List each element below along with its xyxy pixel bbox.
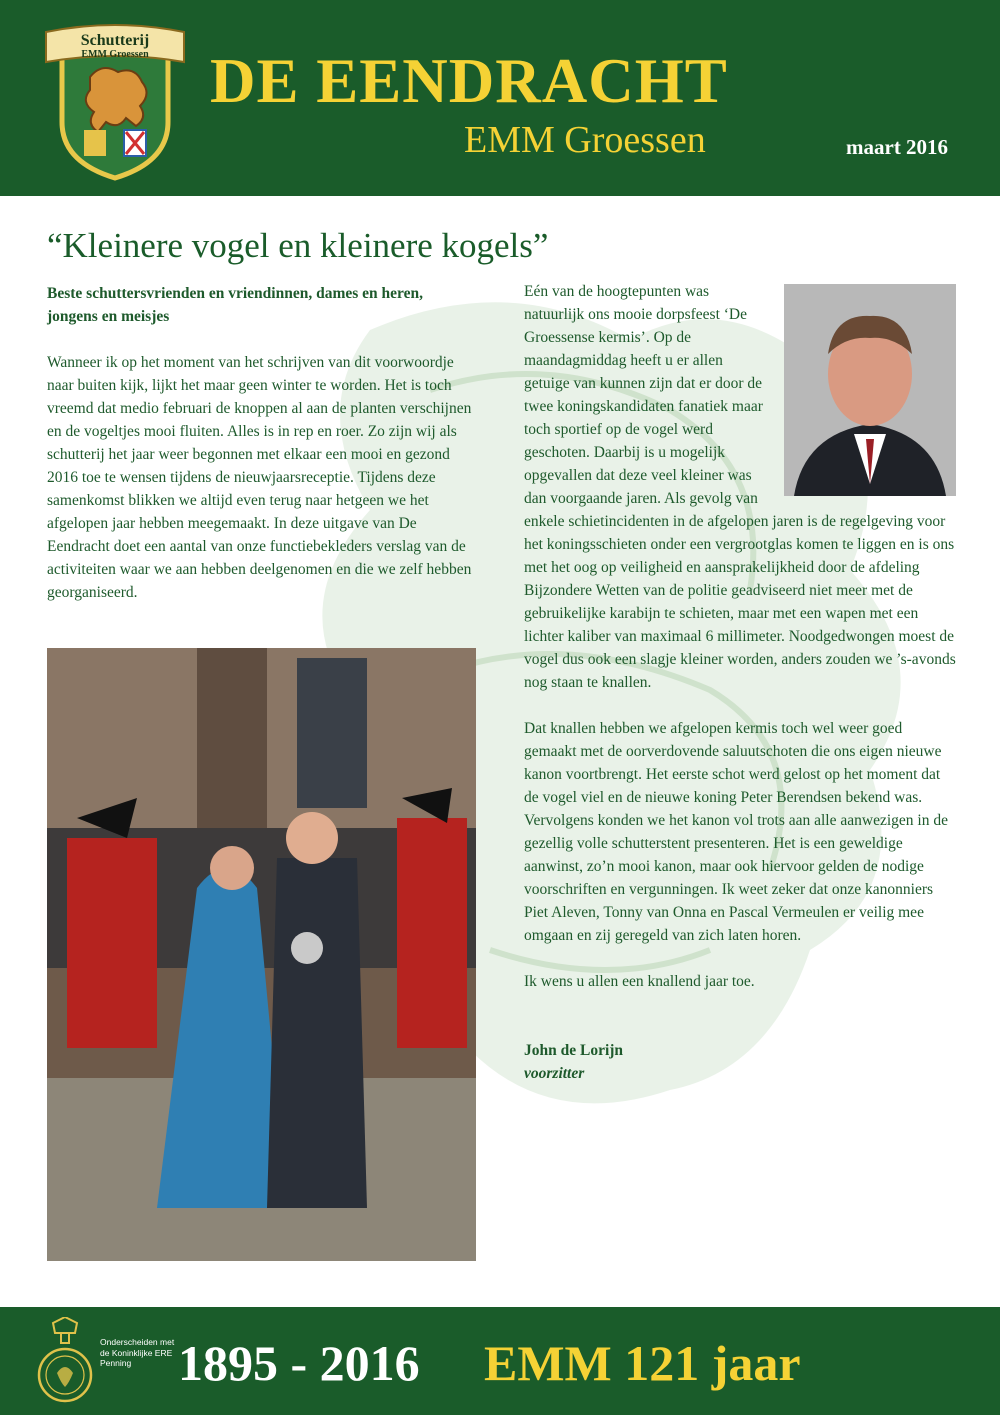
signature-role: voorzitter xyxy=(524,1065,585,1082)
masthead xyxy=(0,0,1000,196)
article-paragraph: Wanneer ik op het moment van het schrijven van dit voorwoordje naar buiten kijk, lijkt het maar geen winter te worden. Het is toch vreemd dat medio februari de knoppen al aan de planten verschijnen en de vogeltjes mooi fluiten. Alles is in rep en roer. Zo zijn wij als schutterij het jaar weer begonnen met elkaar een mooi en gezond 2016 toe te wensen tijdens de nieuwjaarsreceptie. Tijdens deze samenkomst blikken we altijd even terug naar hetgeen we het afgelopen jaar hebben meegemaakt. In deze uitgave van De Eendracht doet een aantal van onze functiebekleders verslag van de activiteiten waar we aan hebben deelgenomen en die we zelf hebben georganiseerd. xyxy=(47,354,472,601)
lion-crest-icon xyxy=(40,22,190,182)
article-column-right xyxy=(524,280,956,1085)
magazine-subtitle: EMM Groessen xyxy=(464,119,706,161)
group-photo xyxy=(47,648,476,1261)
crest-banner-line2: EMM Groessen xyxy=(81,49,149,60)
signature-name: John de Lorijn xyxy=(524,1042,624,1059)
article-paragraph: Eén van de hoogtepunten was natuurlijk ons mooie dorpsfeest ‘De Groessense kermis’. Op de maandagmiddag heeft u er allen getuige van kunnen zijn dat er door de twee koningskandidaten fanatiek maar toch sportief op de vogel werd geschoten. Daarbij is u mogelijk opgevallen dat deze veel kleiner was dan voorgaande jaren. Als gevolg van enkele schietincidenten in de afgelopen jaren is de regelgeving voor het koningsschieten onder een vergrootglas komen te liggen en is ons met het oog op veiligheid en aansprakelijkheid door de afdeling Bijzondere Wetten van de politie geadviseerd niet meer met de gebruikelijke karabijn te schieten, maar met een wapen met een lichter kaliber van maximaal 6 millimeter. Noodgedwongen moest de vogel dus ook een slagje kleiner worden, anders zouden we ’s-avonds nog staan te knallen. xyxy=(524,283,956,691)
author-portrait xyxy=(784,284,956,496)
article-closing: Ik wens u allen een knallend jaar toe. xyxy=(524,973,755,990)
footer-banner xyxy=(0,1307,1000,1415)
anniversary-label: EMM 121 jaar xyxy=(484,1335,801,1391)
article-headline: “Kleinere vogel en kleinere kogels” xyxy=(47,226,549,265)
award-caption: Onderscheiden met de Koninklijke ERE Penning xyxy=(100,1337,175,1368)
founding-years: 1895 - 2016 xyxy=(178,1335,420,1391)
crest-banner-line1: Schutterij xyxy=(80,32,150,49)
issue-date: maart 2016 xyxy=(846,135,949,159)
article-salutation: Beste schuttersvrienden en vriendinnen, dames en heren, jongens en meisjes xyxy=(47,285,424,325)
magazine-title: DE EENDRACHT xyxy=(210,46,728,116)
article-paragraph: Dat knallen hebben we afgelopen kermis toch wel weer goed gemaakt met de oorverdovende saluutschoten die ons eigen nieuwe kanon voortbrengt. Het eerste schot werd gelost op het moment dat de vogel viel en de nieuwe koning Peter Berendsen bekend was. Vervolgens konden we het kanon vol trots aan alle aanwezigen in de gezellig volle schutterstent presenteren. Het is een geweldige aanwinst, zo’n mooi kanon, maar ook hiervoor gelden de nodige voorschriften en vergunningen. Ik weet zeker dat onze kanonniers Piet Aleven, Tonny van Onna en Pascal Vermeulen er veilig mee omgaan en zij geregeld van zich laten horen. xyxy=(524,720,948,944)
article-column-left xyxy=(47,282,472,627)
royal-medal-icon xyxy=(35,1317,95,1409)
